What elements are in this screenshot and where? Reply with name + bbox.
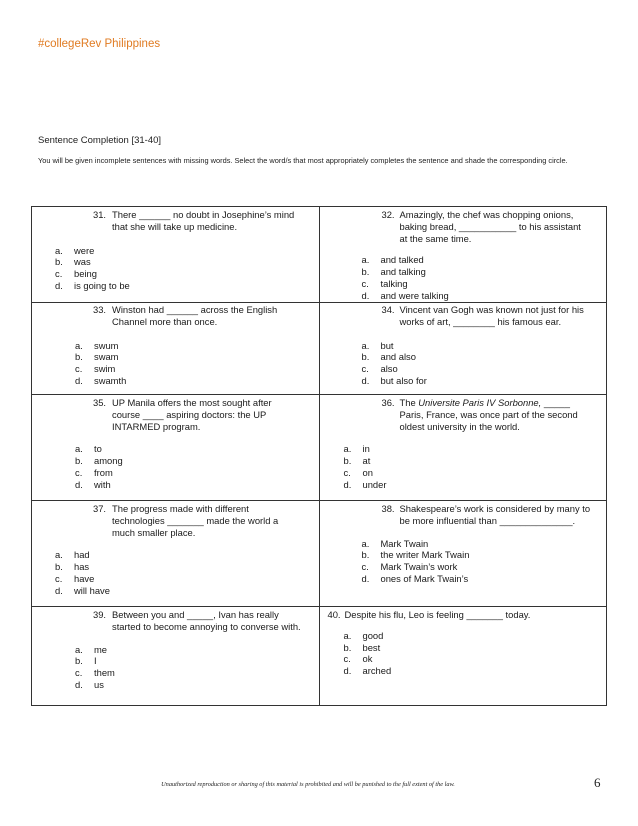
option-a[interactable]: a. good: [343, 629, 384, 641]
question-stem-line: Between you and _____, Ivan has really: [112, 609, 279, 620]
question-number: 34.: [381, 304, 395, 315]
question-stem-line: be more influential than ______________.: [399, 514, 576, 526]
question-stem-line: Despite his flu, Leo is feeling _______ today.: [344, 609, 531, 620]
option-c[interactable]: c. ok: [343, 653, 373, 665]
question-stem-line: Winston had ______ across the English: [112, 304, 278, 315]
option-d[interactable]: d. but also for: [361, 374, 427, 386]
option-b[interactable]: b. best: [343, 641, 381, 653]
university-name: Universite Paris IV Sorbonne,: [418, 397, 542, 408]
question-stem-line: Amazingly, the chef was chopping onions,: [399, 209, 574, 220]
question-stem-line: UP Manila offers the most sought after: [112, 397, 272, 408]
option-d[interactable]: d. ones of Mark Twain’s: [361, 572, 469, 584]
option-b[interactable]: b. and also: [361, 351, 416, 363]
question-stem-line: technologies _______ made the world a: [112, 514, 279, 526]
page-number: 6: [594, 775, 601, 790]
questions-table: [31, 206, 607, 706]
option-a[interactable]: a. had: [55, 549, 90, 561]
question-number: 40.: [327, 609, 341, 620]
section-instructions: You will be given incomplete sentences with missing words. Select the word/s that most appropriately completes the sentence and shade the corresponding circle.: [38, 156, 568, 165]
option-d[interactable]: d. is going to be: [55, 279, 130, 291]
question-stem-line: Channel more than once.: [112, 315, 218, 327]
question-stem-line: Shakespeare’s work is considered by many to: [399, 503, 591, 514]
question-38: [319, 501, 607, 607]
question-stem-line: There ______ no doubt in Josephine’s mind: [112, 209, 295, 220]
question-number: 35.: [93, 397, 107, 408]
question-number: 31.: [93, 209, 107, 220]
question-39: [32, 607, 320, 706]
option-a[interactable]: a. swum: [75, 339, 119, 351]
question-stem-line: The progress made with different: [112, 503, 249, 514]
question-number: 38.: [381, 503, 395, 514]
option-a[interactable]: a. were: [55, 244, 95, 256]
option-a[interactable]: a. in: [343, 443, 370, 455]
question-40: [319, 607, 607, 706]
option-d[interactable]: d. us: [75, 678, 104, 690]
option-c[interactable]: c. on: [343, 466, 373, 478]
option-b[interactable]: b. I: [75, 655, 97, 667]
option-b[interactable]: b. and talking: [361, 266, 426, 278]
option-a[interactable]: a. to: [75, 443, 102, 455]
question-stem-line: INTARMED program.: [112, 420, 201, 432]
question-32: [319, 207, 607, 303]
question-number: 37.: [93, 503, 107, 514]
question-number: 32.: [381, 209, 395, 220]
question-stem-line: baking bread, ___________ to his assistant: [399, 220, 581, 232]
option-b[interactable]: b. has: [55, 561, 90, 573]
question-number: 39.: [93, 609, 107, 620]
question-stem-line: oldest university in the world.: [399, 420, 520, 432]
question-37: [32, 501, 320, 607]
option-d[interactable]: d. under: [343, 478, 387, 490]
question-number: 33.: [93, 304, 107, 315]
question-stem-line: The Universite Paris IV Sorbonne, _____: [399, 397, 570, 408]
option-b[interactable]: b. among: [75, 455, 123, 467]
option-b[interactable]: b. the writer Mark Twain: [361, 549, 470, 561]
option-c[interactable]: c. swim: [75, 363, 116, 375]
question-stem-line: Vincent van Gogh was known not just for his: [399, 304, 584, 315]
option-c[interactable]: c. from: [75, 466, 113, 478]
question-33: [32, 303, 320, 395]
section-title: Sentence Completion [31-40]: [38, 135, 162, 146]
option-a[interactable]: a. me: [75, 643, 108, 655]
option-c[interactable]: c. talking: [361, 277, 408, 289]
question-stem-line: at the same time.: [399, 232, 472, 244]
question-36: [319, 395, 607, 501]
question-31: [32, 207, 320, 303]
question-stem-line: course ____ aspiring doctors: the UP: [112, 408, 267, 420]
question-34: [319, 303, 607, 395]
option-c[interactable]: c. Mark Twain’s work: [361, 561, 458, 573]
question-stem-line: much smaller place.: [112, 526, 196, 538]
option-a[interactable]: a. Mark Twain: [361, 537, 429, 549]
question-stem-line: started to become annoying to converse with.: [112, 620, 301, 632]
option-d[interactable]: d. swamth: [75, 374, 127, 386]
question-number: 36.: [381, 397, 395, 408]
option-b[interactable]: b. at: [343, 455, 371, 467]
option-a[interactable]: a. but: [361, 339, 394, 351]
option-b[interactable]: b. was: [55, 256, 91, 268]
question-stem-line: Paris, France, was once part of the second: [399, 408, 578, 420]
question-35: [32, 395, 320, 501]
option-a[interactable]: a. and talked: [361, 254, 424, 266]
option-d[interactable]: d. will have: [55, 584, 110, 596]
option-d[interactable]: d. with: [75, 478, 111, 490]
option-c[interactable]: c. them: [75, 667, 115, 679]
option-c[interactable]: c. have: [55, 572, 95, 584]
option-d[interactable]: d. arched: [343, 665, 392, 677]
copyright-notice: Unauthorized reproduction or sharing of this material is prohibited and will be punished to the full extent of the law.: [161, 781, 455, 788]
option-c[interactable]: c. being: [55, 268, 97, 280]
brand-header: #collegeRev Philippines: [38, 38, 161, 50]
option-c[interactable]: c. also: [361, 363, 398, 375]
option-d[interactable]: d. and were talking: [361, 289, 449, 301]
option-b[interactable]: b. swam: [75, 351, 119, 363]
question-stem-line: works of art, ________ his famous ear.: [399, 315, 562, 327]
question-stem-line: that she will take up medicine.: [112, 220, 238, 232]
